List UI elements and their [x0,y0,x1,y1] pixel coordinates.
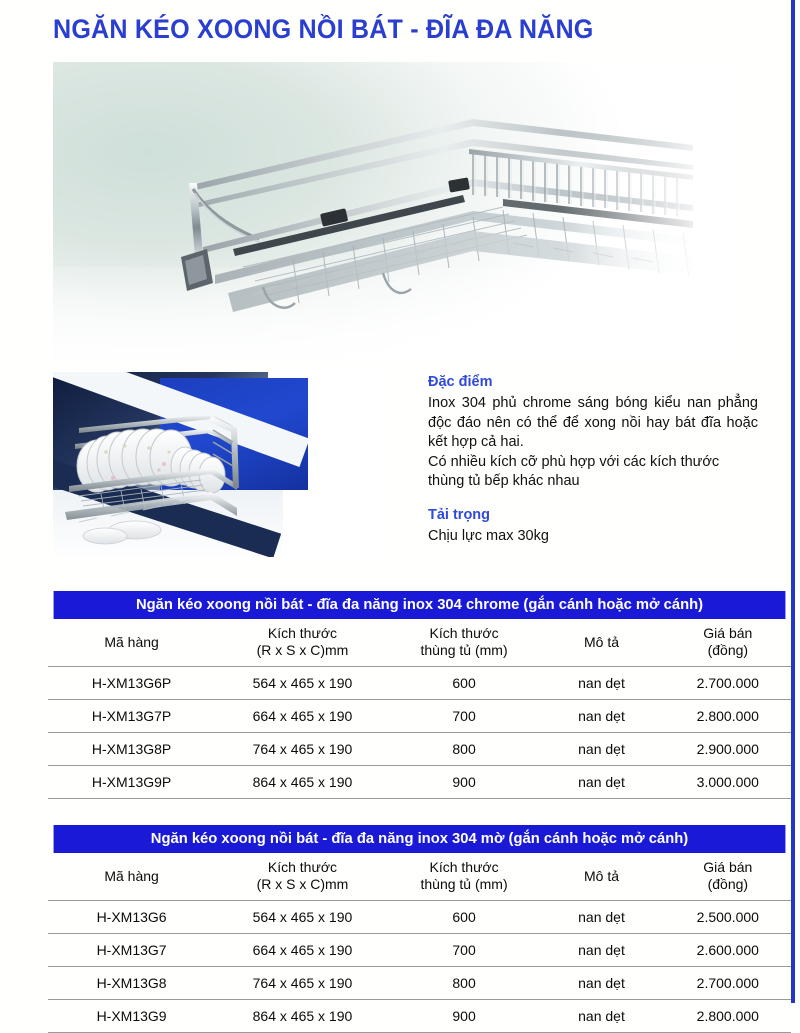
cell-code: H-XM13G6 [96,909,167,925]
cell-desc: nan dẹt [578,708,625,724]
features-heading: Đặc điểm [428,374,493,390]
cell-size: 564 x 465 x 190 [252,909,353,925]
th-code: Mã hàng [104,633,159,650]
table-row [48,967,791,1000]
cell-cabinet: 700 [452,708,476,724]
photo-right-white [308,372,383,557]
table-row [48,1000,791,1033]
cell-code: H-XM13G7 [96,942,167,958]
features-text-2: Có nhiều kích cỡ phù hợp với các kích thước thùng tủ bếp khác nhau [428,453,720,489]
cell-code: H-XM13G7P [91,708,172,724]
th-cabinet: Kích thước thùng tủ (mm) [420,625,508,658]
cell-cabinet: 900 [452,774,476,790]
cell-cabinet: 700 [452,942,476,958]
page-title: NGĂN KÉO XOONG NỒI BÁT - ĐĨA ĐA NĂNG [53,14,594,44]
cell-desc: nan dẹt [578,975,625,991]
table-row [48,766,791,799]
hero-right-fade [559,62,739,362]
table-row [48,934,791,967]
table2-banner: Ngăn kéo xoong nồi bát - đĩa đa năng inox 304 mờ (gắn cánh hoặc mở cánh) [54,825,786,853]
th-size: Kích thước (R x S x C)mm [256,859,349,892]
cell-cabinet: 800 [452,741,476,757]
table-row [48,733,791,766]
features-text: Inox 304 phủ chrome sáng bóng kiểu nan phẳng độc đáo nên có thể để xong nồi hay bát đĩa hoặc kết hợp cả hai. [428,395,758,450]
cell-price: 3.000.000 [696,774,759,790]
th-size: Kích thước (R x S x C)mm [256,625,349,658]
cell-price: 2.800.000 [696,708,759,724]
th-cabinet: Kích thước thùng tủ (mm) [420,859,508,892]
table1 [48,619,791,799]
cell-size: 564 x 465 x 190 [252,675,353,691]
cell-size: 864 x 465 x 190 [252,774,353,790]
cell-size: 664 x 465 x 190 [252,942,353,958]
pricing-table-matte [48,825,791,1033]
specifications-block [428,374,758,546]
hero-product-image [53,62,739,362]
cell-code: H-XM13G9P [91,774,172,790]
table2 [48,853,791,1033]
loaded-dish-rack-illustration [61,400,297,545]
cell-price: 2.900.000 [696,741,759,757]
table1-banner: Ngăn kéo xoong nồi bát - đĩa đa năng inox 304 chrome (gắn cánh hoặc mở cánh) [54,591,786,619]
pricing-table-chrome [48,591,791,799]
table-row [48,901,791,934]
table-row [48,700,791,733]
cell-desc: nan dẹt [578,741,625,757]
page-right-border [791,0,795,1003]
cell-cabinet: 600 [452,909,476,925]
cell-price: 2.600.000 [696,942,759,958]
load-heading: Tải trọng [428,506,491,523]
cell-size: 664 x 465 x 190 [252,708,353,724]
cell-code: H-XM13G6P [91,675,172,691]
table-row [48,667,791,700]
cell-price: 2.500.000 [696,909,759,925]
cell-price: 2.700.000 [696,975,759,991]
cell-price: 2.800.000 [696,1008,759,1024]
cell-desc: nan dẹt [578,774,625,790]
cell-code: H-XM13G8P [91,741,172,757]
table2-header-row [48,853,791,901]
load-text: Chịu lực max 30kg [428,527,549,544]
cell-desc: nan dẹt [578,909,625,925]
th-desc: Mô tả [584,633,620,650]
cell-cabinet: 900 [452,1008,476,1024]
cell-size: 864 x 465 x 190 [252,1008,353,1024]
secondary-product-photo [53,372,383,557]
cell-price: 2.700.000 [696,675,759,691]
cell-code: H-XM13G8 [96,975,167,991]
cell-desc: nan dẹt [578,675,625,691]
cell-code: H-XM13G9 [96,1008,167,1024]
spec-spacer [428,492,758,507]
cell-desc: nan dẹt [578,942,625,958]
cell-cabinet: 600 [452,675,476,691]
th-price: Giá bán (đồng) [703,625,753,658]
th-price: Giá bán (đồng) [703,859,753,892]
cell-desc: nan dẹt [578,1008,625,1024]
cell-cabinet: 800 [452,975,476,991]
cell-size: 764 x 465 x 190 [252,975,353,991]
th-desc: Mô tả [584,867,620,884]
table1-header-row [48,619,791,667]
cell-size: 764 x 465 x 190 [252,741,353,757]
th-code: Mã hàng [104,867,159,884]
